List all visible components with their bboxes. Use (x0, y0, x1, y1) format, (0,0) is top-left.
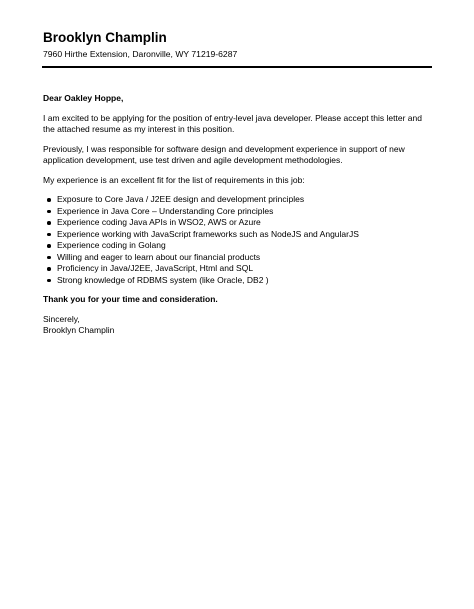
list-item (43, 229, 435, 241)
list-item-text: Experience coding in Golang (57, 240, 166, 250)
list-item (43, 217, 435, 229)
bullet-icon (47, 198, 51, 202)
requirements-list (43, 194, 435, 286)
salutation: Dear Oakley Hoppe, (43, 93, 124, 103)
signature-name: Brooklyn Champlin (43, 325, 115, 335)
list-item-text: Exposure to Core Java / J2EE design and development principles (57, 194, 305, 204)
list-item-text: Experience coding Java APIs in WSO2, AWS or Azure (57, 217, 261, 227)
list-item (43, 194, 435, 206)
bullet-icon (47, 221, 51, 225)
intro-paragraph: I am excited to be applying for the position of entry-level java developer. Please accept this letter and the attached resume as my interest in this position. (43, 112, 422, 134)
list-item-text: Strong knowledge of RDBMS system (like Oracle, DB2 ) (57, 274, 269, 285)
requirements-intro: My experience is an excellent fit for the list of requirements in this job: (43, 174, 305, 185)
bullet-icon (47, 256, 51, 260)
bullet-icon (47, 244, 51, 248)
list-item (43, 252, 435, 264)
list-item (43, 206, 435, 218)
list-item (43, 240, 435, 252)
thanks-line: Thank you for your time and consideration. (43, 294, 218, 304)
sender-address: 7960 Hirthe Extension, Daronville, WY 71219-6287 (43, 49, 238, 59)
header-divider (42, 66, 432, 68)
bullet-icon (47, 233, 51, 237)
list-item-text: Willing and eager to learn about our financial products (57, 251, 261, 262)
list-item (43, 275, 435, 287)
letter-header (43, 29, 431, 60)
list-item-text: Experience in Java Core – Understanding Core principles (57, 205, 274, 216)
list-item-text: Proficiency in Java/J2EE, JavaScript, Html and SQL (57, 263, 254, 273)
experience-paragraph: Previously, I was responsible for software design and development experience in support of new application development, use test driven and agile development methodologies. (43, 143, 405, 165)
sender-name: Brooklyn Champlin (43, 30, 167, 45)
letter-body (43, 93, 435, 337)
list-item (43, 263, 435, 275)
bullet-icon (47, 279, 51, 283)
bullet-icon (47, 267, 51, 271)
bullet-icon (47, 210, 51, 214)
list-item-text: Experience working with JavaScript frameworks such as NodeJS and AngularJS (57, 228, 359, 239)
closing: Sincerely, (43, 313, 80, 324)
